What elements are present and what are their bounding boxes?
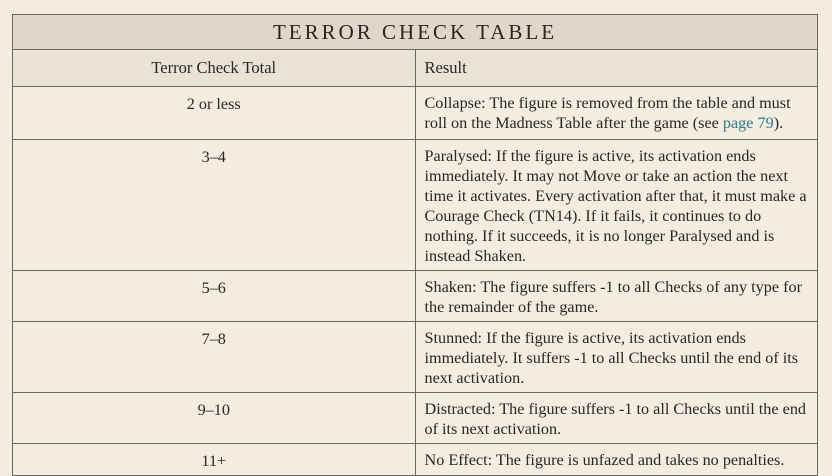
result-cell: Shaken: The figure suffers -1 to all Checks of any type for the remainder of the game. xyxy=(415,271,818,322)
terror-check-table xyxy=(12,14,818,476)
title-row xyxy=(13,15,818,50)
table-title: TERROR CHECK TABLE xyxy=(13,15,818,50)
header-row xyxy=(13,50,818,87)
table-row xyxy=(13,271,818,322)
result-text: Collapse: The figure is removed from the table and must roll on the Madness Table after the game (see xyxy=(424,94,791,132)
result-cell: Paralysed: If the figure is active, its activation ends immediately. It may not Move or take an action the next time it activates. Every activation after that, it must make a Courage Check (TN14). If it fails, it continues to do nothing. If it succeeds, it is no longer Paralysed and is instead Shaken. xyxy=(415,140,818,271)
result-cell: No Effect: The figure is unfazed and takes no penalties. xyxy=(415,444,818,476)
table-row xyxy=(13,140,818,271)
total-cell: 2 or less xyxy=(13,87,416,140)
table-row xyxy=(13,393,818,444)
header-terror-check-total: Terror Check Total xyxy=(13,50,416,87)
page xyxy=(12,14,818,470)
result-cell: Distracted: The figure suffers -1 to all Checks until the end of its next activation. xyxy=(415,393,818,444)
total-cell: 11+ xyxy=(13,444,416,476)
total-cell: 3–4 xyxy=(13,140,416,271)
table-row xyxy=(13,444,818,476)
result-cell: Stunned: If the figure is active, its activation ends immediately. It suffers -1 to all Checks until the end of its next activation. xyxy=(415,322,818,393)
result-cell xyxy=(415,87,818,140)
header-result: Result xyxy=(415,50,818,87)
total-cell: 9–10 xyxy=(13,393,416,444)
total-cell: 7–8 xyxy=(13,322,416,393)
total-cell: 5–6 xyxy=(13,271,416,322)
table-row xyxy=(13,87,818,140)
page-link[interactable]: page 79 xyxy=(722,114,774,132)
table-row xyxy=(13,322,818,393)
result-text-end: ). xyxy=(773,114,784,132)
